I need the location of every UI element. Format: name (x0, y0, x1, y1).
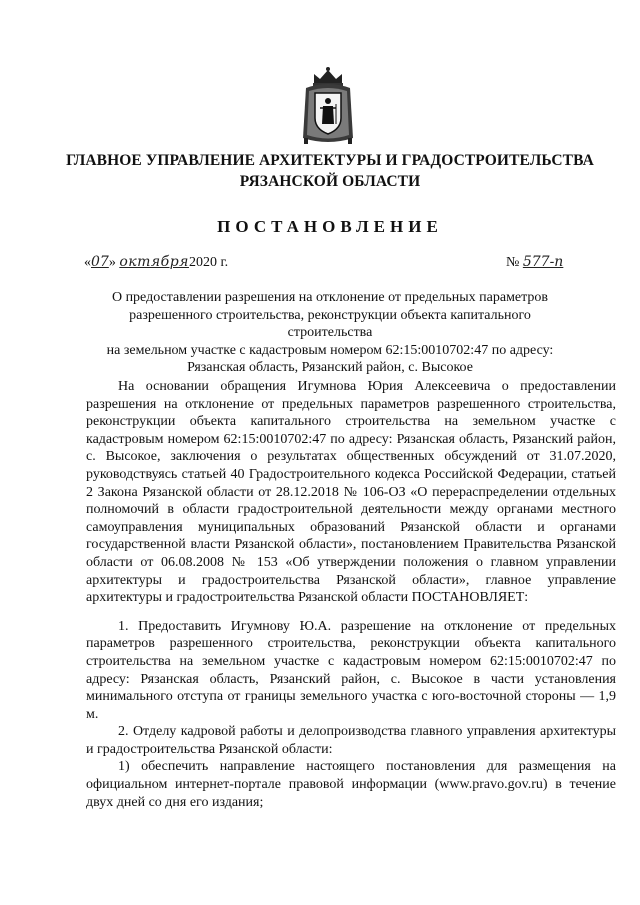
ryazan-coat-of-arms-icon (300, 66, 356, 146)
document-subject (98, 289, 562, 377)
document-type-title: ПОСТАНОВЛЕНИЕ (217, 217, 443, 236)
document-date (84, 254, 228, 271)
date-open-quote: « (84, 255, 91, 270)
subject-line: Рязанская область, Рязанский район, с. Высокое (187, 360, 473, 375)
preamble-paragraph: На основании обращения Игумнова Юрия Алексеевича о предоставлении разрешения на отклонение от предельных параметров разрешенного строительства, реконструкции объекта капитального строительства на земельном участке с кадастровым номером 62:15:0010702:47 по адресу: Рязанская область, Рязанский район, с. Высокое, заключения о результатах общественных обсуждений от 31.07.2020, руководствуясь статьей 40 Градостроительного кодекса Российской Федерации, статьей 2 Закона Рязанской области от 28.12.2018 № 106-ОЗ «О перераспределении отдельных полномочий в области градостроительной деятельности между органами местного самоуправления муниципальных образований Рязанской области и органами государственной власти Рязанской области», постановлением Правительства Рязанской области от 06.08.2008 № 153 «Об утверждении положения о главном управлении архитектуры и градостроительства Рязанской области», главное управление архитектуры и градостроительства Рязанской области ПОСТАНОВЛЯЕТ: (86, 379, 616, 606)
date-day: 07 (91, 254, 109, 270)
decree-item-1: 1. Предоставить Игумнову Ю.А. разрешение на отклонение от предельных параметров разрешенного строительства, реконструкции объекта капитального строительства на земельном участке с кадастровым номером 62:15:0010702:47 по адресу: Рязанская область, Рязанский район, с. Высокое в части установления минимального отступа от границы земельного участка с юго-восточной стороны — 1,9 м. (86, 618, 616, 722)
date-year: 2020 г. (188, 255, 229, 270)
date-close-quote: » (108, 255, 116, 270)
organization-title (60, 150, 600, 192)
subject-line: О предоставлении разрешения на отклонение от предельных параметров (111, 290, 549, 305)
document-number (506, 254, 563, 271)
subject-line: разрешенного строительства, реконструкции объекта капитального строительства (129, 307, 531, 340)
number-label: № (506, 255, 520, 270)
decree-item-2: 2. Отделу кадровой работы и делопроизводства главного управления архитектуры и градостроительства Рязанской области: (86, 724, 616, 757)
document-body (86, 378, 616, 811)
decree-item-2-1: 1) обеспечить направление настоящего постановления для размещения на официальном интернет-портале правовой информации (www.pravo.gov.ru) в течение двух дней со дня его издания; (86, 759, 616, 810)
number-value: 577-п (522, 254, 564, 270)
date-month: октября (119, 254, 189, 270)
organization-title-line1: ГЛАВНОЕ УПРАВЛЕНИЕ АРХИТЕКТУРЫ И ГРАДОСТРОИТЕЛЬСТВА (66, 152, 594, 169)
subject-line: на земельном участке с кадастровым номером 62:15:0010702:47 по адресу: (106, 342, 554, 358)
organization-title-line2: РЯЗАНСКОЙ ОБЛАСТИ (239, 173, 421, 190)
